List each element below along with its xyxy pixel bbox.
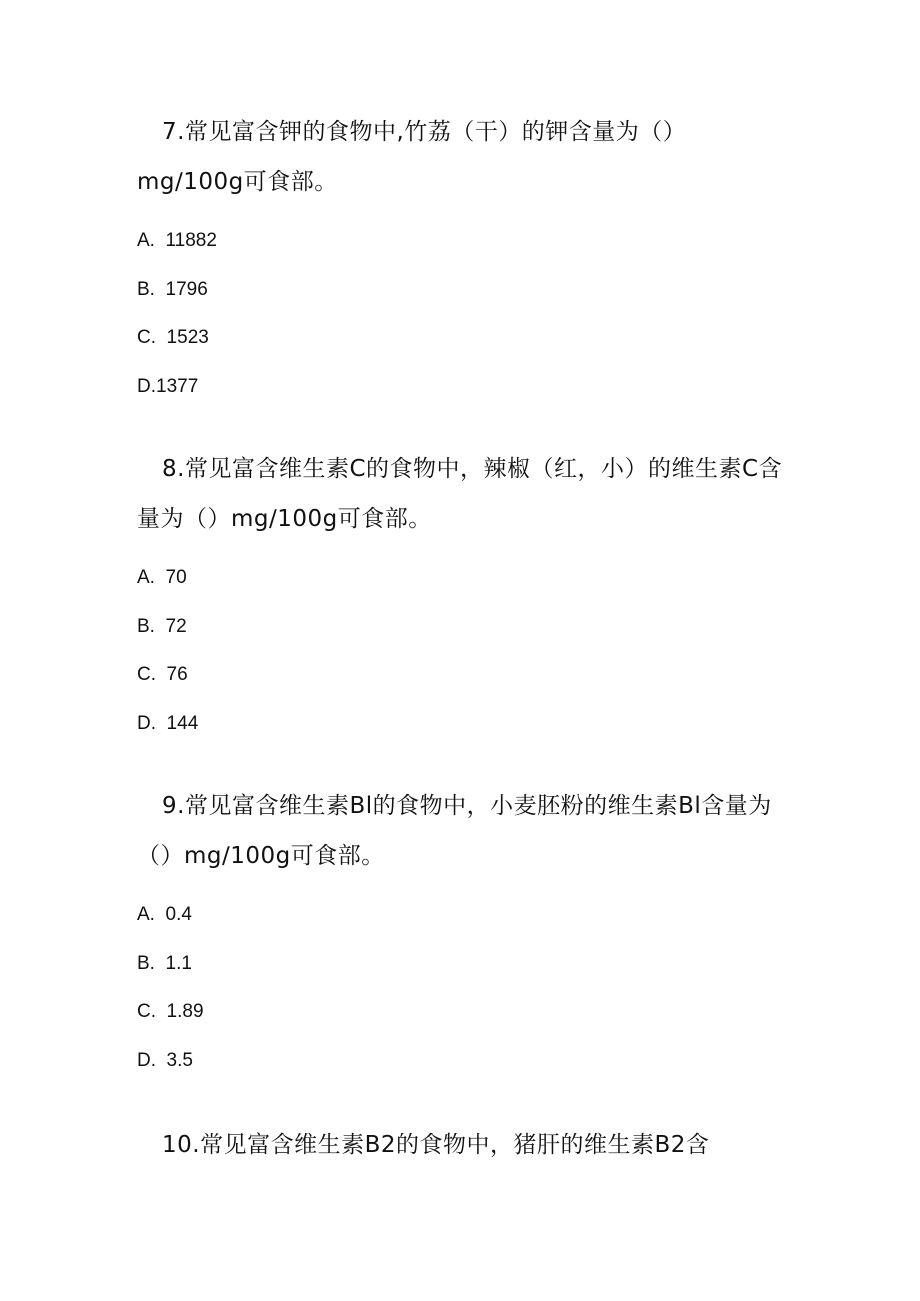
option-list [137, 554, 787, 748]
option-b: B. 1796 [137, 278, 208, 300]
option-d: D. 3.5 [137, 1049, 193, 1071]
option-d: D.1377 [137, 375, 199, 397]
question-8 [137, 444, 787, 748]
question-stem: 8.常见富含维生素C的食物中，辣椒（红，小）的维生素C含量为（）mg∕100g可食部。 [137, 456, 783, 532]
question-stem: 9.常见富含维生素Bl的食物中，小麦胚粉的维生素Bl含量为（）mg∕100g可食部。 [137, 793, 772, 869]
option-b: B. 1.1 [137, 952, 192, 974]
option-a: A. 0.4 [137, 904, 192, 925]
option-a: A. 70 [137, 567, 187, 588]
question-stem: 7.常见富含钾的食物中,竹荔（干）的钾含量为（）mg∕100g可食部。 [137, 119, 687, 195]
question-9 [137, 781, 787, 1085]
option-list [137, 217, 787, 411]
option-d: D. 144 [137, 712, 199, 734]
option-c: C. 1.89 [137, 1001, 204, 1022]
question-stem: 10.常见富含维生素B2的食物中，猪肝的维生素B2含 [162, 1132, 710, 1158]
option-c: C. 76 [137, 664, 188, 685]
question-10 [137, 1120, 787, 1170]
question-7 [137, 107, 787, 411]
option-b: B. 72 [137, 615, 187, 637]
option-list [137, 891, 787, 1085]
option-c: C. 1523 [137, 327, 209, 348]
option-a: A. 11882 [137, 230, 217, 251]
